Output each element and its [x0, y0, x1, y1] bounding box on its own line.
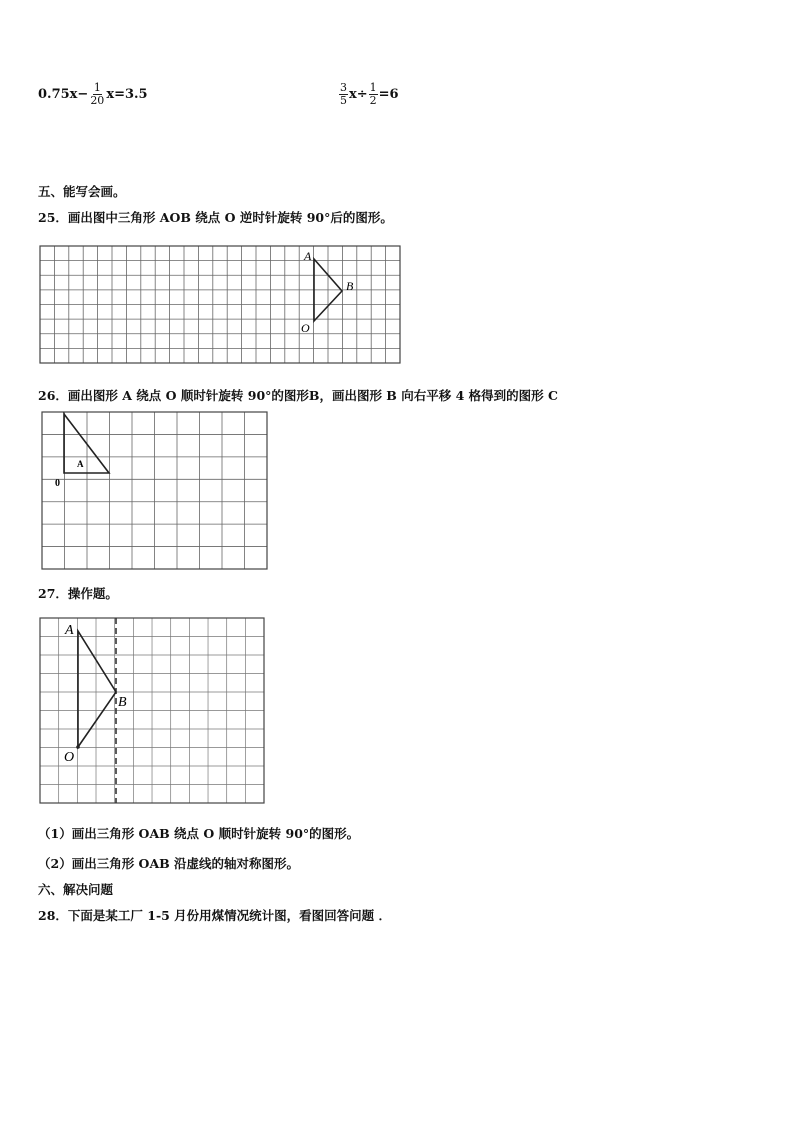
triangle-oab	[78, 631, 116, 747]
question-26-grid-figure	[38, 410, 270, 572]
question-25-grid-figure	[38, 244, 404, 366]
equation-1-suffix: x=3.5	[106, 87, 148, 102]
fraction-denominator: 5	[340, 94, 347, 107]
label-b: B	[346, 279, 354, 293]
grid-lines	[40, 246, 400, 363]
label-a: A	[77, 459, 84, 469]
section-5-title: 五、能写会画。	[38, 184, 126, 199]
triangle-a	[64, 414, 109, 473]
label-b: B	[118, 695, 127, 710]
fraction-numerator: 1	[93, 81, 101, 94]
label-o: 0	[55, 478, 60, 489]
grid-lines	[40, 618, 264, 803]
equation-2-fraction-1	[339, 82, 348, 107]
section-6-title: 六、解决问题	[38, 882, 114, 897]
question-27-grid-figure	[38, 616, 268, 806]
question-27-text: 27．操作题。	[38, 586, 118, 601]
equation-2-middle: x÷	[349, 87, 368, 102]
label-o: O	[301, 321, 310, 335]
label-a: A	[304, 249, 312, 263]
point-o	[76, 745, 80, 749]
equation-1-fraction	[89, 82, 105, 107]
equation-1-prefix: 0.75x−	[38, 87, 89, 102]
fraction-numerator: 3	[340, 81, 347, 94]
fraction-denominator: 20	[90, 94, 105, 107]
question-26-text: 26．画出图形 A 绕点 O 顺时针旋转 90°的图形B，画出图形 B 向右平移 4 格得到的图形 C	[38, 388, 558, 403]
fraction-denominator: 2	[369, 94, 377, 107]
fraction-numerator: 1	[369, 81, 377, 94]
label-o: O	[64, 750, 75, 765]
question-28-text: 28．下面是某工厂 1-5 月份用煤情况统计图，看图回答问题 ．	[38, 908, 392, 923]
question-27-sub-1: （1）画出三角形 OAB 绕点 O 顺时针旋转 90°的图形。	[38, 826, 360, 841]
equation-1	[38, 82, 148, 107]
question-25-text: 25．画出图中三角形 AOB 绕点 O 逆时针旋转 90°后的图形。	[38, 210, 393, 225]
label-a: A	[65, 623, 74, 638]
equation-2-fraction-2	[369, 82, 378, 107]
equation-2-suffix: =6	[378, 87, 399, 102]
grid-lines	[42, 412, 267, 569]
question-27-sub-2: （2）画出三角形 OAB 沿虚线的轴对称图形。	[38, 856, 300, 871]
equation-2	[338, 82, 399, 107]
